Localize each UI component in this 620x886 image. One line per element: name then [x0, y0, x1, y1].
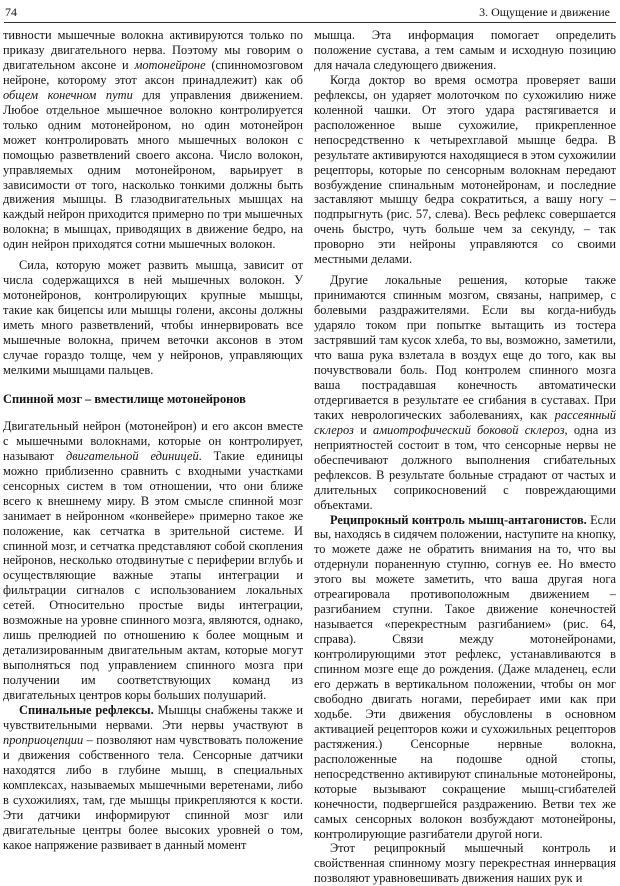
paragraph-reciprocal-control: Реципрокный контроль мышц-антагонистов. Если вы, находясь в сидячем положении, наступите на кнопку, то можете даже не обратить внимания на то, что вы отдернули пораненную ступню, согнув ее. Но вместо этого вы можете заметить, что ваша другая нога отреагировала противоположным движением – разгибанием ступни. Такое движение конечностей называется «перекрестным разгибанием» (рис. 64, справа). Связи между мотонейронами, контролирующими этот рефлекс, устанавливаются в спинном мозге еще до рождения. (Даже младенец, если его держать в вертикальном положении, чтобы он мог свободно двигать ногами, перебирает ими как при ходьбе. Эти движения обусловлены в основном активацией рецепторов кожи и сухожильных рецепторов растяжения.) Сенсорные нервные волокна, расположенные на подошве одной стопы, непосредственно активируют спинальные мотонейроны, которые вызывают сокращение мышц-сгибателей конечности, подвергшейся раздражению. Ветви тех же самых сенсорных волокон возбуждают мотонейроны, контролирующие разгибатели другой ноги. [314, 512, 616, 841]
page-number: 74 [5, 5, 17, 19]
term-motoneuron: мотонейроне [134, 57, 206, 72]
paragraph-motor-units: тивности мышечные волокна активируются только по приказу двигательного нерва. Поэтому мы говорим о двигательном аксоне и мотонейроне (спинномозговом нейроне, которому этот аксон принадлежит) как об общем конечном пути для управления движением. Любое отдельное мышечное волокно контролируется только одним мотонейроном, но один мотонейрон может контролировать много мышечных волокон с помощью разветвлений своего аксона. Число волокон, управляемых одним мотонейроном, варьирует в зависимости от того, насколько тонкими должны быть движения мышцы. В глазодвигательных мышцах на каждый нейрон приходится примерно по три мышечных волокна; в мышцах, приводящих в движение бедро, на один нейрон приходятся сотни мышечных волокон. [3, 28, 303, 252]
paragraph-pain-reflex: Другие локальные решения, которые также принимаются спинным мозгом, связаны, например, с болевыми раздражителями. Если вы когда-нибудь ударяло током при попытке вытащить из тостера застрявший там кусок хлеба, то вы, возможно, заметили, что ваша рука взлетала в воздух еще до того, как вы почувствовали боль. Под контролем спинного мозга ваша пострадавшая конечность автоматически отдергивается в результате ее сгибания в суставах. При таких неврологических заболеваниях, как рассеянный склероз и амиотрофический боковой склероз, одна из неприятностей состоит в том, что сенсорные нервы не обеспечивают должного выполнения сгибательных рефлексов. В результате больные страдают от частых и длительных соприкосновений с повреждающими объектами. [314, 273, 616, 512]
run-in-heading-reciprocal-control: Реципрокный контроль мышц-антагонистов. [330, 512, 587, 527]
paragraph-knee-reflex: Когда доктор во время осмотра проверяет ваши рефлексы, он ударяет молоточком по сухожилию ниже коленной чашки. От этого удара растягивается и расположенное выше сухожилие, прикрепленное непосредственно к четырехглавой мышце бедра. В результате активируются находящиеся в этом сухожилии рецепторы, которые по сенсорным волокнам передают возбуждение спинальным мотонейронам, и последние заставляют мышцу бедра сократиться, а вашу ногу – подпрыгнуть (рис. 57, слева). Весь рефлекс совершается очень быстро, чуть больше чем за секунду, – так проворно эти нейроны управляются со своими местными делами. [314, 72, 616, 267]
term-als: амиотрофический боковой склероз [373, 422, 565, 437]
term-proprioception: проприоцепции [3, 732, 84, 747]
header-rule [4, 22, 616, 23]
run-in-heading-spinal-reflexes: Спинальные рефлексы. [19, 702, 154, 717]
paragraph-reciprocal-summary: Этот реципрокный мышечный контроль и свойственная спинному мозгу перекрестная иннервация позволяют уравновешивать движения наших рук и [314, 841, 616, 886]
term-motor-unit: двигательной единицей [65, 448, 199, 463]
section-heading: Спинной мозг – вместилище мотонейронов [3, 391, 246, 406]
paragraph-continuation: мышца. Эта информация помогает определить положение сустава, а тем самым и исходную позицию для начала следующего движения. [314, 28, 616, 72]
paragraph-spinal-reflexes: Спинальные рефлексы. Мышцы снабжены также и чувствительными нервами. Эти нервы участвуют в проприоцепции – позволяют нам чувствовать положение и движения собственного тела. Сенсорные датчики находятся либо в глубине мышц, в специальных комплексах, называемых мышечными веретенами, либо в сухожилиях, там, где мышцы прикрепляются к кости. Эти датчики информируют спинной мозг или двигательные центры более высоких уровней о том, какое напряжение развивает в данный момент [3, 702, 303, 852]
running-head: 3. Ощущение и движение [479, 5, 610, 19]
paragraph-muscle-strength: Сила, которую может развить мышца, зависит от числа содержащихся в ней мышечных волокон. У мотонейронов, контролирующих крупные мышцы, такие как бицепсы или мышцы голени, аксоны должны иметь много разветвлений, чтобы иннервировать все мышечные волокна, причем веточки аксонов в этом случае гораздо толще, чем у нейронов, управляющих мелкими мышцами пальцев. [3, 258, 303, 377]
left-column [3, 28, 303, 853]
paragraph-motor-unit: Двигательный нейрон (мотонейрон) и его аксон вместе с мышечными волокнами, которые он контролирует, называют двигательной единицей. Такие единицы можно приблизенно сравнить с входными участками сенсорных систем в том отношении, что они ближе всего к внешнему миру. В этом смысле спинной мозг занимает в нейронном «конвейере» примерно такое же положение, как сетчатка в зрительной системе. И спинной мозг, и сетчатка представляют собой скопления нейронов, несколько отодвинутые с периферии вглубь и осуществляющие важные этапы интеграции и фильтрации сигналов с использованием локальных сетей. Относительно простые виды интеграции, возможные на уровне спинного мозга, являются, однако, лишь прелюдией по отношению к более мощным и детализированным двигательным актам, которые могут выполняться под управлением спинного мозга при получении им соответствующих команд из двигательных центров коры больших полушарий. [3, 418, 303, 703]
term-multiple-sclerosis: рассеянный склероз [314, 407, 616, 437]
term-final-common-path: общем конечном пути [3, 87, 133, 102]
right-column [314, 28, 616, 886]
